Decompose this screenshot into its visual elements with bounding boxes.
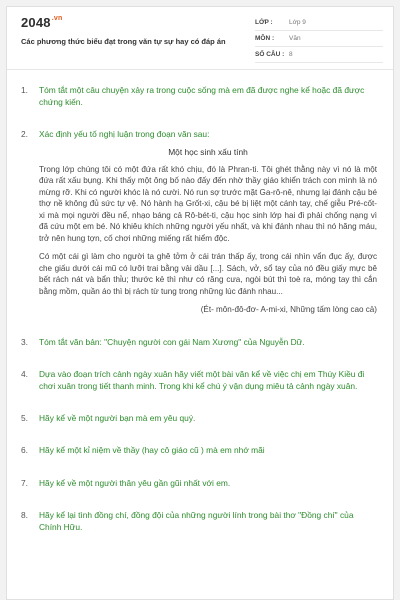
meta-row-class (255, 15, 383, 31)
question-text[interactable]: Hãy kể về một người thân yêu gần gũi nhất với em. (39, 477, 231, 488)
question-item (21, 128, 377, 315)
question-number: 5. (21, 413, 28, 424)
question-item (21, 84, 377, 108)
question-list (7, 70, 393, 533)
question-text[interactable]: Hãy kể về một người bạn mà em yêu quý. (39, 413, 196, 424)
passage-paragraph: Có một cái gì làm cho người ta ghê tởm ở cái trán thấp ấy, trong cái nhìn vẩn đục ấy, được che giấu dưới cái mũ có lưỡi trai bằng vải dầu [...]. Sách, vở, sổ tay của nó đều giấy mực bê bết rách nát và bẩn thỉu; thước kẻ thì như có răng cưa, ngòi bút thì toè ra, móng tay thì cắn bằng mồm, quần áo thì bị rách từ tung trong những lúc đánh nhau... (39, 252, 377, 296)
meta-row-subject (255, 31, 383, 47)
meta-label-subject: MÔN : (255, 35, 275, 42)
question-text[interactable]: Tóm tắt văn bản: "Chuyện người con gái Nam Xương" của Nguyễn Dữ. (39, 336, 305, 347)
site-logo[interactable] (21, 15, 62, 30)
question-number: 2. (21, 129, 28, 140)
logo-domain-text: .vn (51, 15, 63, 22)
question-number: 4. (21, 368, 28, 379)
question-text[interactable]: Hãy kể một kỉ niệm về thầy (hay cô giáo cũ ) mà em nhớ mãi (39, 445, 265, 456)
question-item (21, 444, 377, 456)
meta-label-class: LỚP : (255, 19, 273, 26)
question-number: 6. (21, 445, 28, 456)
document-header (7, 7, 393, 70)
question-item (21, 368, 377, 392)
meta-value-subject: Văn (289, 35, 301, 42)
meta-value-class: Lớp 9 (289, 19, 306, 26)
question-item (21, 509, 377, 533)
document-meta-table (255, 15, 383, 63)
question-item (21, 412, 377, 424)
question-item (21, 336, 377, 348)
question-number: 3. (21, 336, 28, 347)
meta-value-question-count: 8 (289, 51, 293, 58)
question-text[interactable]: Hãy kể lại tình đồng chí, đồng đội của những người lính trong bài thơ "Đồng chí" của Chính Hữu. (39, 509, 354, 532)
document-page (6, 6, 394, 600)
question-number: 1. (21, 85, 28, 95)
question-text[interactable]: Dựa vào đoạn trích cảnh ngày xuân hãy viết một bài văn kể về việc chị em Thúy Kiều đi chơi xuân trong tiết thanh minh. Trong khi kể chú ý vận dụng miêu tả cảnh ngày xuân. (39, 368, 365, 391)
question-text[interactable]: Tóm tắt một câu chuyện xảy ra trong cuộc sống mà em đã được nghe kể hoặc đã được chứng kiến. (39, 85, 365, 108)
question-item (21, 477, 377, 489)
question-number: 8. (21, 509, 28, 520)
reading-passage (39, 146, 377, 316)
passage-title: Một học sinh xấu tính (168, 146, 248, 157)
passage-paragraph: Trong lớp chúng tôi có một đứa rất khó chịu, đó là Phran-ti. Tôi ghét thằng này vì nó là một đứa rất xấu bụng. Khi thấy một ông bố nào đấy đến nhờ thầy giáo khiển trách con mình là nó mừng rỡ. Khi có người khóc là nó cười. Nó run sợ trước mặt Ga-rô-nê, nhưng lại đánh cậu bé thợ nề không đủ sức tự vệ. Nó hành hạ Grốt-xi, cậu bé bị liệt một cánh tay, chế giễu Pré-cốt-xi mà mọi người đều nể, nhạo báng cả Rô-bét-ti, cậu học sinh lớp hai đi phải chống nạng vì đã cứu một em bé. Nó khiêu khích những người yếu nhất, và khi đánh nhau thì nó hăng máu, trở nên hung tợn, cố chơi những miếng rất hiểm độc. (39, 164, 377, 243)
question-text[interactable]: Xác định yếu tố nghị luận trong đoạn văn sau: (39, 129, 210, 140)
logo-main-text: 2048 (21, 15, 51, 30)
question-number: 7. (21, 477, 28, 488)
meta-label-question-count: SỐ CÂU : (255, 51, 285, 58)
passage-source: (Ét- môn-đô-đơ- A-mi-xi, Những tấm lòng cao cả) (200, 305, 377, 315)
document-title: Các phương thức biểu đạt trong văn tự sự hay có đáp án (21, 37, 226, 46)
meta-row-question-count (255, 47, 383, 63)
